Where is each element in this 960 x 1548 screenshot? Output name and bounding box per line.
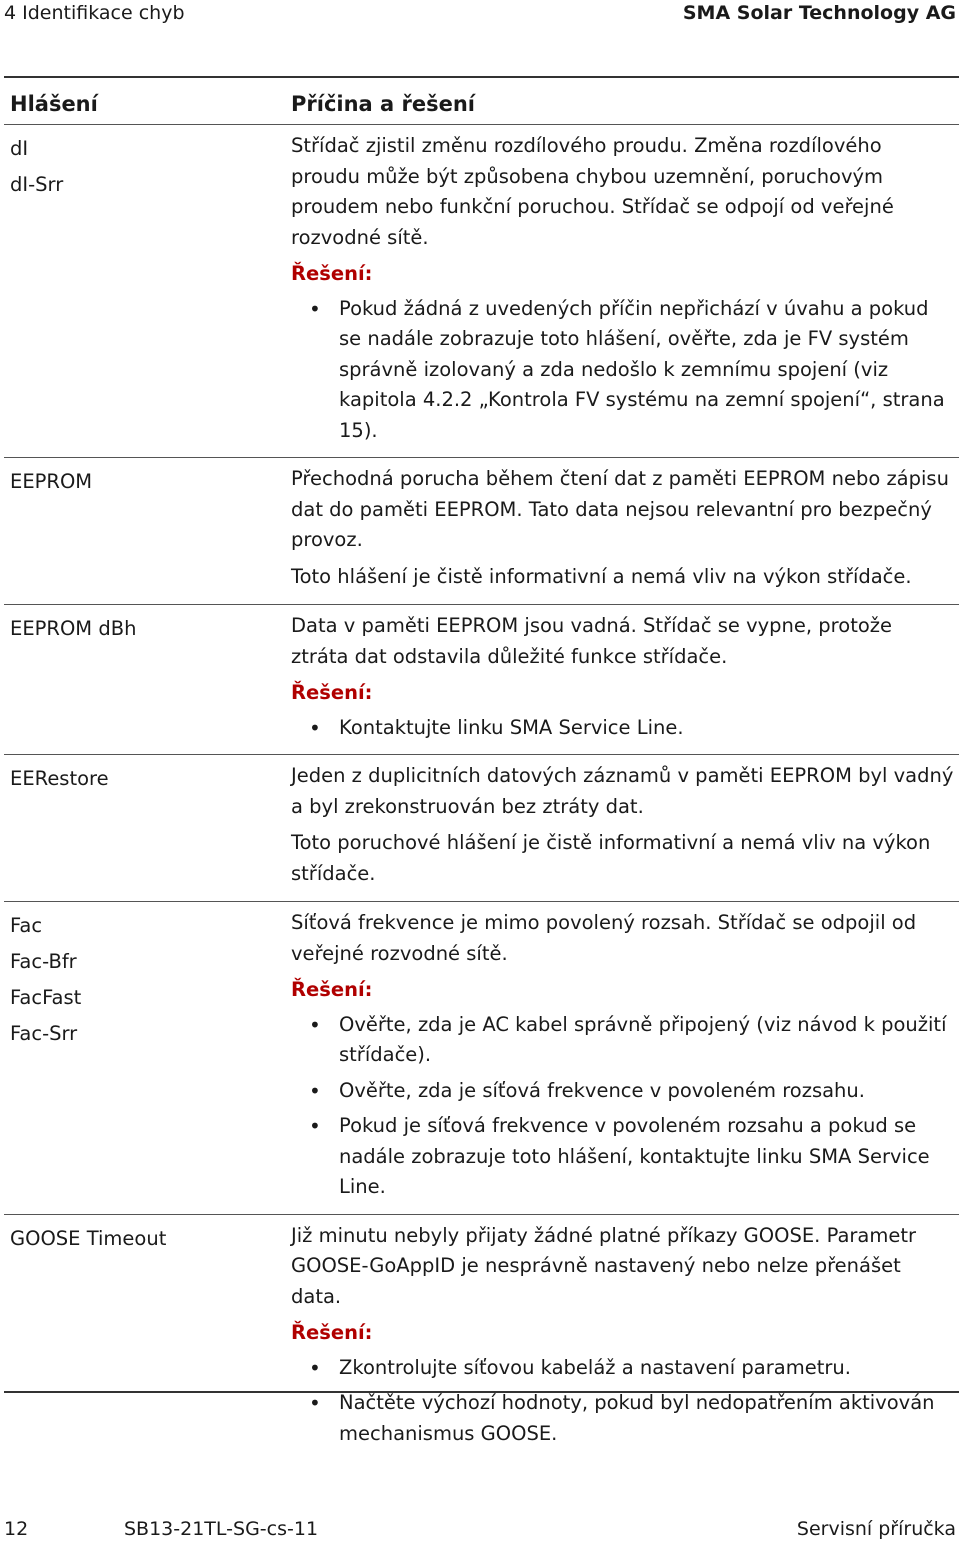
solution-list: [309, 1353, 955, 1450]
company-name: SMA Solar Technology AG: [682, 2, 956, 24]
solution-cell: [291, 611, 959, 748]
message-code: Fac-Srr: [10, 1022, 78, 1045]
message-cell: [4, 908, 291, 1208]
solution-list: [309, 713, 955, 744]
cause-paragraph: Jeden z duplicitních datových záznamů v paměti EEPROM byl vadný a byl zrekonstruován bez ztráty dat.: [291, 764, 954, 818]
solution-step: • Pokud žádná z uvedených příčin nepřichází v úvahu a pokud se nadále zobrazuje toto hlášení, ověřte, zda je FV systém správně izolovaný a zda nedošlo k zemnímu spojení (viz kapitola 4.2.2 „Kontrola FV systému na zemní spojení“, strana 15).: [309, 294, 955, 447]
chapter-title: 4 Identifikace chyb: [4, 2, 185, 24]
solution-list: [309, 1010, 955, 1203]
page-number: 12: [4, 1518, 29, 1540]
solution-cell: [291, 131, 959, 451]
message-code: dI-Srr: [10, 173, 64, 196]
page-footer: [4, 1518, 956, 1544]
solution-label: Řešení:: [291, 262, 373, 285]
message-cell: [4, 611, 291, 748]
cause-paragraph: Přechodná porucha během čtení dat z paměti EEPROM nebo zápisu dat do paměti EEPROM. Tato data nejsou relevantní pro bezpečný provoz.: [291, 467, 949, 551]
message-cell: [4, 464, 291, 598]
document-title: Servisní příručka: [796, 1518, 956, 1540]
solution-label: Řešení:: [291, 978, 373, 1001]
message-cell: [4, 131, 291, 451]
table-row: [4, 457, 959, 604]
message-cell: [4, 761, 291, 895]
cause-paragraph: Toto poruchové hlášení je čistě informativní a nemá vliv na výkon střídače.: [291, 831, 931, 885]
cause-paragraph: Toto hlášení je čistě informativní a nemá vliv na výkon střídače.: [291, 564, 912, 588]
table-row: [4, 604, 959, 754]
cause-paragraph: Data v paměti EEPROM jsou vadná. Střídač se vypne, protože ztráta dat odstavila důležité funkce střídače.: [291, 614, 893, 668]
message-code: Fac: [10, 914, 43, 937]
table-body: [4, 124, 959, 1460]
message-code: GOOSE Timeout: [10, 1226, 167, 1250]
cause-paragraph: Střídač zjistil změnu rozdílového proudu. Změna rozdílového proudu může být způsobena chybou uzemnění, poruchovým proudem nebo funkční poruchou. Střídač se odpojí od veřejné rozvodné sítě.: [291, 134, 894, 249]
cause-paragraph: Síťová frekvence je mimo povolený rozsah. Střídač se odpojil od veřejné rozvodné sítě.: [291, 911, 917, 965]
solution-step: • Pokud je síťová frekvence v povoleném rozsahu a pokud se nadále zobrazuje toto hlášení, kontaktujte linku SMA Service Line.: [309, 1111, 955, 1203]
table-bottom-rule: [4, 1391, 959, 1393]
solution-cell: [291, 1221, 959, 1455]
message-code: FacFast: [10, 986, 82, 1009]
column-header-solution: Příčina a řešení: [291, 92, 475, 116]
page-header: [4, 0, 956, 28]
solution-label: Řešení:: [291, 681, 373, 704]
solution-step: • Ověřte, zda je síťová frekvence v povoleném rozsahu.: [309, 1076, 955, 1107]
table-row: [4, 1214, 959, 1461]
message-code: EEPROM dBh: [10, 617, 137, 640]
table-top-rule: [4, 76, 959, 78]
solution-cell: [291, 464, 959, 598]
message-cell: [4, 1221, 291, 1455]
table-row: [4, 124, 959, 457]
message-code: dI: [10, 137, 29, 160]
error-table: [4, 84, 959, 1460]
solution-step: • Zkontrolujte síťovou kabeláž a nastavení parametru.: [309, 1353, 955, 1384]
solution-list: [309, 294, 955, 447]
table-header: [4, 84, 959, 124]
cause-paragraph: Již minutu nebyly přijaty žádné platné příkazy GOOSE. Parametr GOOSE-GoAppID je nesprávně nastavený nebo nelze přenášet data.: [291, 1223, 917, 1308]
solution-label: Řešení:: [291, 1321, 373, 1344]
column-header-message: Hlášení: [10, 92, 98, 116]
table-row: [4, 754, 959, 901]
solution-step: • Ověřte, zda je AC kabel správně připojený (viz návod k použití střídače).: [309, 1010, 955, 1071]
message-code: EERestore: [10, 767, 109, 790]
solution-cell: [291, 761, 959, 895]
message-code: Fac-Bfr: [10, 950, 77, 973]
message-code: EEPROM: [10, 470, 93, 493]
solution-step: • Načtěte výchozí hodnoty, pokud byl nedopatřením aktivován mechanismus GOOSE.: [309, 1388, 955, 1449]
document-code: SB13-21TL-SG-cs-11: [124, 1518, 319, 1540]
table-row: [4, 901, 959, 1214]
solution-cell: [291, 908, 959, 1208]
solution-step: • Kontaktujte linku SMA Service Line.: [309, 713, 955, 744]
